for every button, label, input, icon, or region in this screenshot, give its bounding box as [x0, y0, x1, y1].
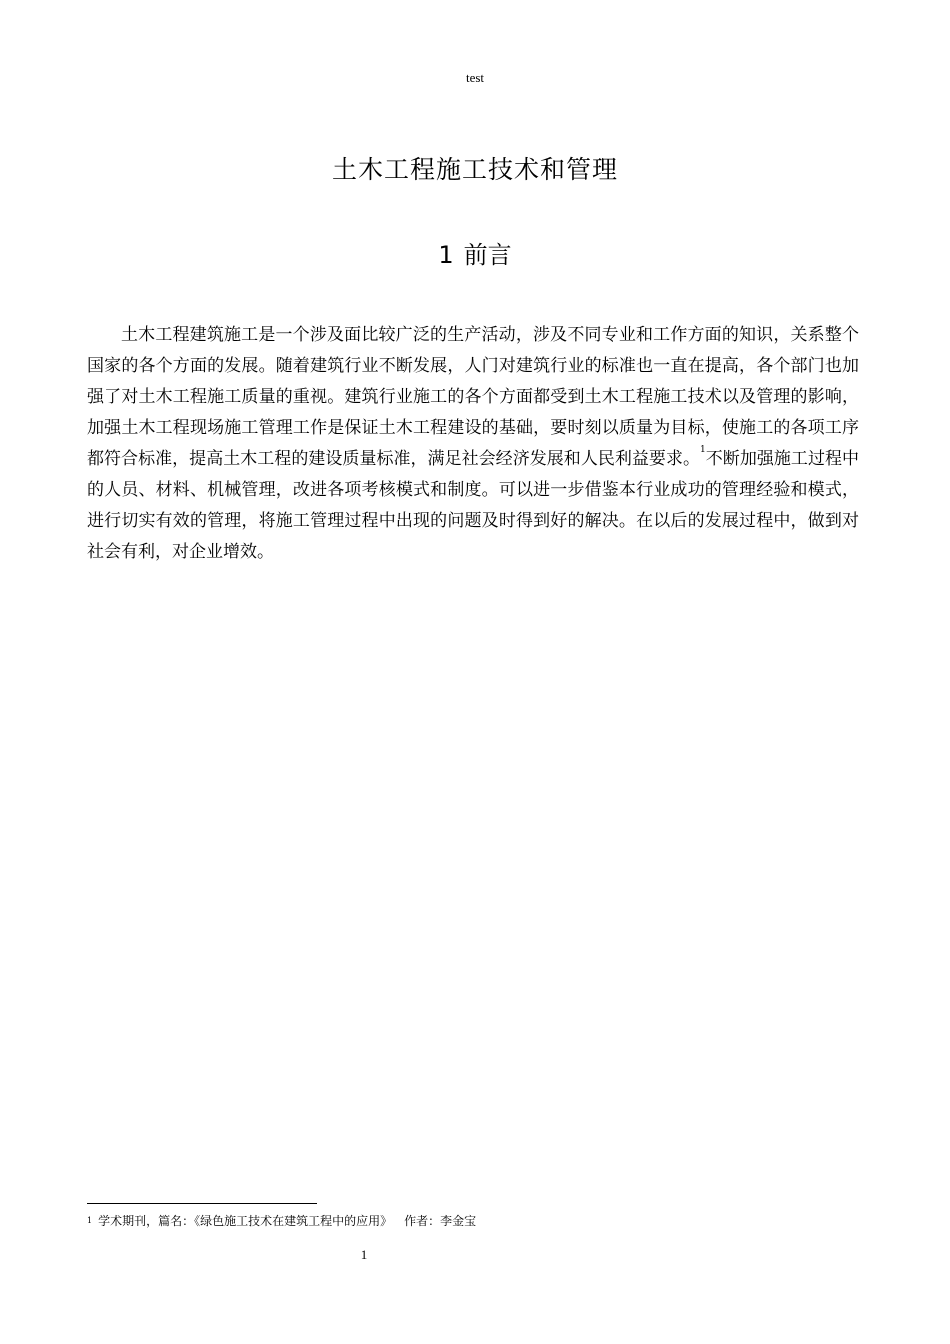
page-number: 1 [360, 1247, 368, 1262]
footnote-reference[interactable]: 1 [700, 445, 706, 455]
body-text-part-2: 不断加强施工过程中的人员、材料、机械管理，改进各项考核模式和制度。可以进一步借鉴本行业成功的管理经验和模式，进行切实有效的管理，将施工管理过程中出现的问题及时得到好的解决。在以后的发展过程中，做到对社会有利，对企业增效。 [87, 449, 860, 562]
footnote [87, 1212, 476, 1230]
footnote-source: 学术期刊，篇名：《绿色施工技术在建筑工程中的应用》 [98, 1214, 393, 1228]
footnote-separator [87, 1203, 317, 1204]
page-header: test [465, 70, 485, 85]
section-number: 1 [438, 241, 454, 269]
section-title: 前言 [463, 241, 512, 269]
section-heading [0, 235, 950, 270]
body-paragraph [87, 320, 859, 568]
footnote-marker: 1 [87, 1216, 93, 1225]
document-title: 土木工程施工技术和管理 [331, 155, 618, 184]
footnote-author: 作者：李金宝 [404, 1214, 477, 1228]
body-text-part-1: 土木工程建筑施工是一个涉及面比较广泛的生产活动，涉及不同专业和工作方面的知识，关系整个国家的各个方面的发展。随着建筑行业不断发展，人门对建筑行业的标准也一直在提高，各个部门也加强了对土木工程施工质量的重视。建筑行业施工的各个方面都受到土木工程施工技术以及管理的影响，加强土木工程现场施工管理工作是保证土木工程建设的基础，要时刻以质量为目标，使施工的各项工序都符合标准，提高土木工程的建设质量标准，满足社会经济发展和人民利益要求。 [87, 325, 859, 469]
